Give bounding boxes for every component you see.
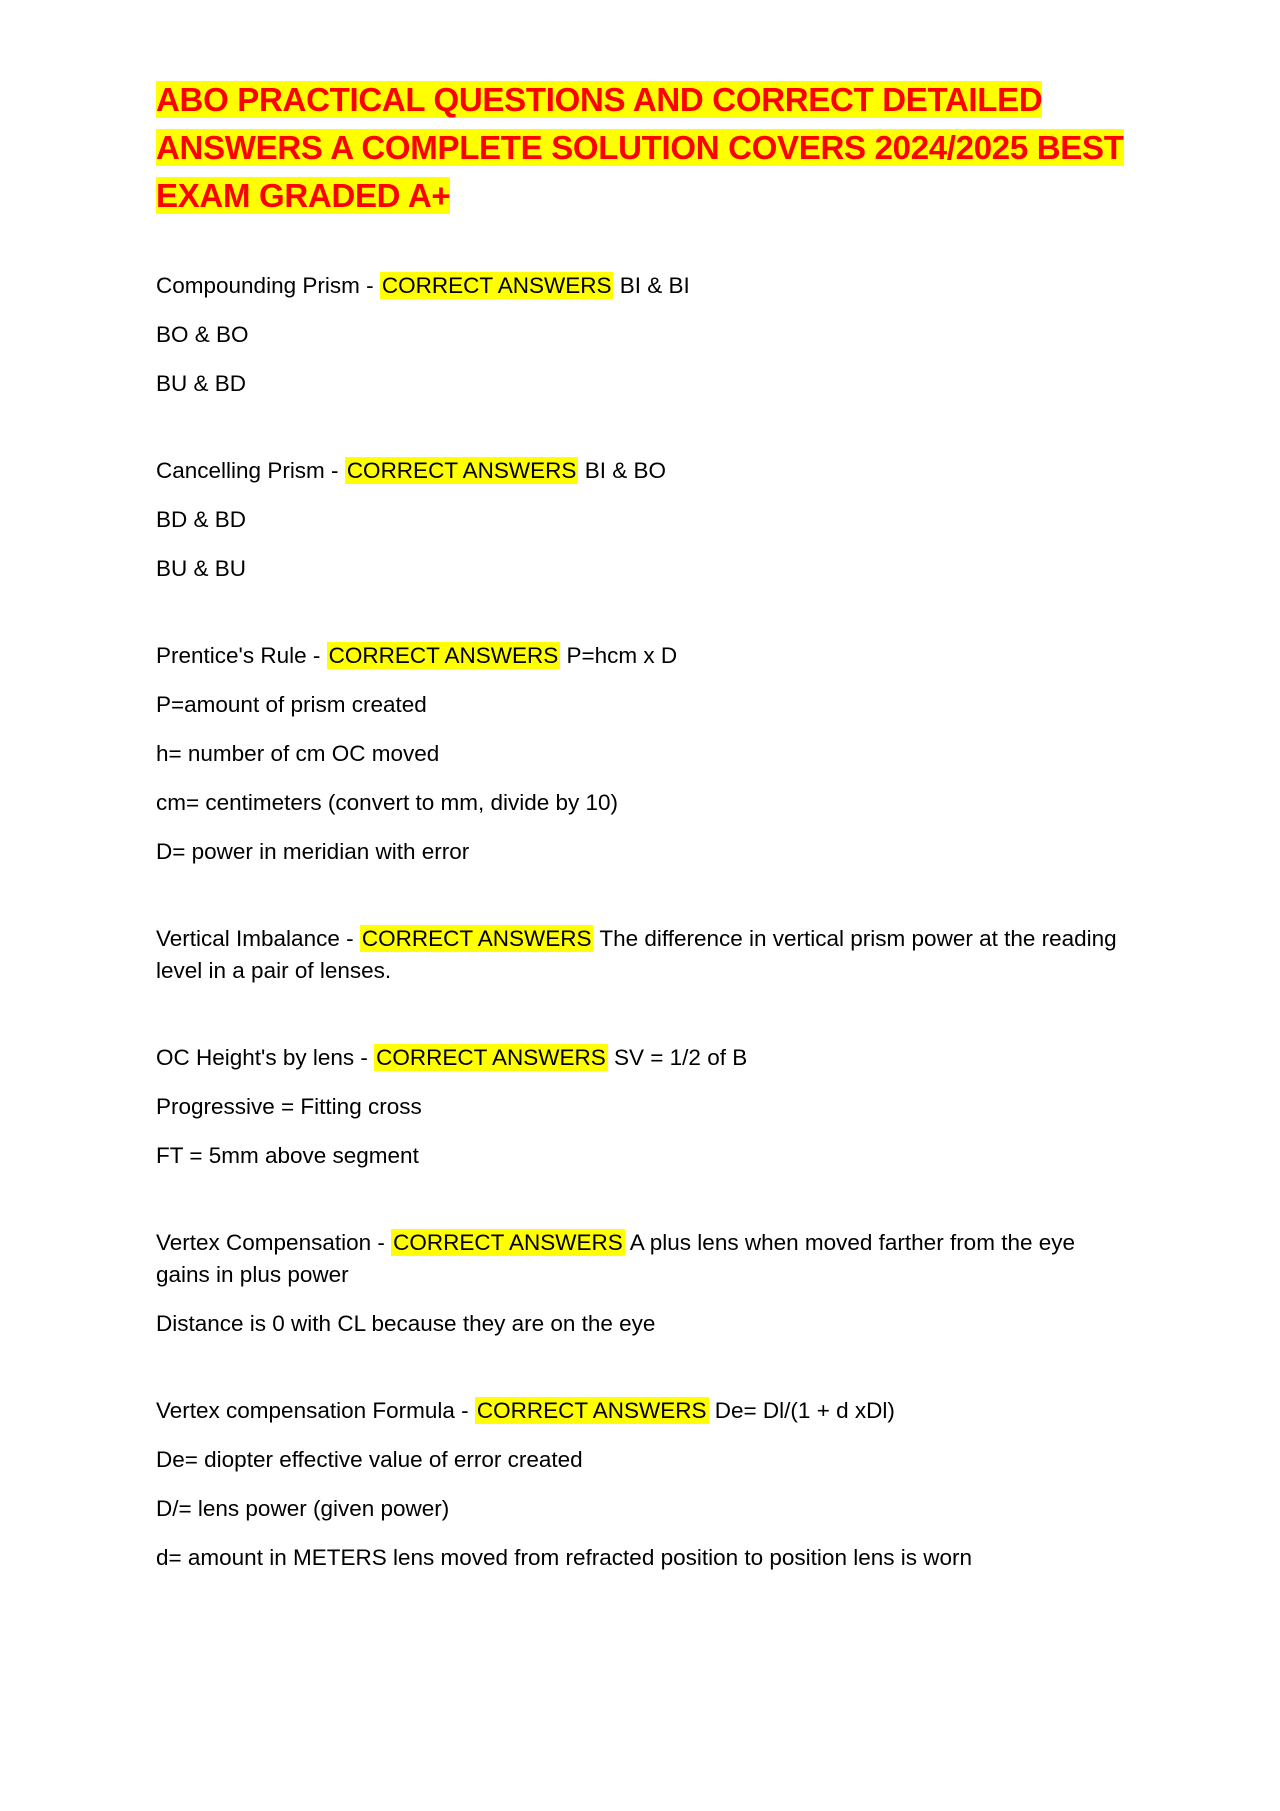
correct-answers-highlight: CORRECT ANSWERS — [328, 643, 559, 668]
entry-detail-line: Progressive = Fitting cross — [156, 1094, 422, 1119]
entry-answer: SV = 1/2 of B — [614, 1045, 748, 1070]
correct-answers-highlight: CORRECT ANSWERS — [393, 1230, 623, 1255]
document-page — [156, 76, 1126, 1629]
entry-vertical-imbalance — [156, 923, 1126, 987]
entry-vertex-compensation-formula — [156, 1395, 1126, 1574]
correct-answers-highlight: CORRECT ANSWERS — [376, 1045, 606, 1070]
entry-answer: The difference in vertical prism power at the reading level in a pair of lenses. — [156, 926, 1117, 983]
entry-detail-line: BU & BD — [156, 371, 247, 396]
entry-answer: BI & BO — [584, 458, 666, 483]
entry-question-line — [156, 455, 1126, 487]
entry-detail-line: BO & BO — [156, 322, 249, 347]
correct-answers-highlight: CORRECT ANSWERS — [346, 458, 577, 483]
entry-term: Prentice's Rule - — [156, 643, 327, 668]
correct-answers-highlight: CORRECT ANSWERS — [476, 1398, 707, 1423]
document-title-text: ABO PRACTICAL QUESTIONS AND CORRECT DETAILED ANSWERS A COMPLETE SOLUTION COVERS 2024/2025 BEST EXAM GRADED A+ — [156, 81, 1124, 214]
entry-prentices-rule — [156, 640, 1126, 868]
entry-compounding-prism — [156, 270, 1126, 400]
entry-detail-line: D= power in meridian with error — [156, 839, 470, 864]
entry-question-line — [156, 1042, 1126, 1074]
entry-question-line — [156, 1395, 1126, 1427]
entry-term: Vertex compensation Formula - — [156, 1398, 475, 1423]
entry-detail-line: FT = 5mm above segment — [156, 1143, 419, 1168]
entry-answer: De= Dl/(1 + d xDl) — [714, 1398, 895, 1423]
entry-vertex-compensation — [156, 1227, 1126, 1340]
entry-detail-line: h= number of cm OC moved — [156, 741, 440, 766]
entry-detail-line: cm= centimeters (convert to mm, divide by 10) — [156, 790, 619, 815]
entry-oc-heights-by-lens — [156, 1042, 1126, 1172]
entry-question-line — [156, 270, 1126, 302]
entry-detail-line: BU & BU — [156, 556, 247, 581]
document-title — [156, 76, 1126, 220]
entry-answer: P=hcm x D — [566, 643, 678, 668]
entry-question-line — [156, 640, 1126, 672]
entry-term: OC Height's by lens - — [156, 1045, 375, 1070]
entry-term: Vertical Imbalance - — [156, 926, 360, 951]
entry-detail-line: Distance is 0 with CL because they are on the eye — [156, 1311, 656, 1336]
entry-question-line — [156, 1227, 1126, 1291]
entry-detail-line: BD & BD — [156, 507, 247, 532]
entry-answer: A plus lens when moved farther from the eye gains in plus power — [156, 1230, 1075, 1287]
entry-term: Vertex Compensation - — [156, 1230, 392, 1255]
entry-cancelling-prism — [156, 455, 1126, 585]
entry-detail-line: P=amount of prism created — [156, 692, 427, 717]
entry-term: Compounding Prism - — [156, 273, 380, 298]
correct-answers-highlight: CORRECT ANSWERS — [381, 273, 612, 298]
entry-detail-line: De= diopter effective value of error created — [156, 1447, 583, 1472]
correct-answers-highlight: CORRECT ANSWERS — [361, 926, 592, 951]
entry-answer: BI & BI — [619, 273, 690, 298]
entry-detail-line: D/= lens power (given power) — [156, 1496, 450, 1521]
entry-term: Cancelling Prism - — [156, 458, 345, 483]
entry-detail-line: d= amount in METERS lens moved from refracted position to position lens is worn — [156, 1545, 972, 1570]
entry-question-line — [156, 923, 1126, 987]
